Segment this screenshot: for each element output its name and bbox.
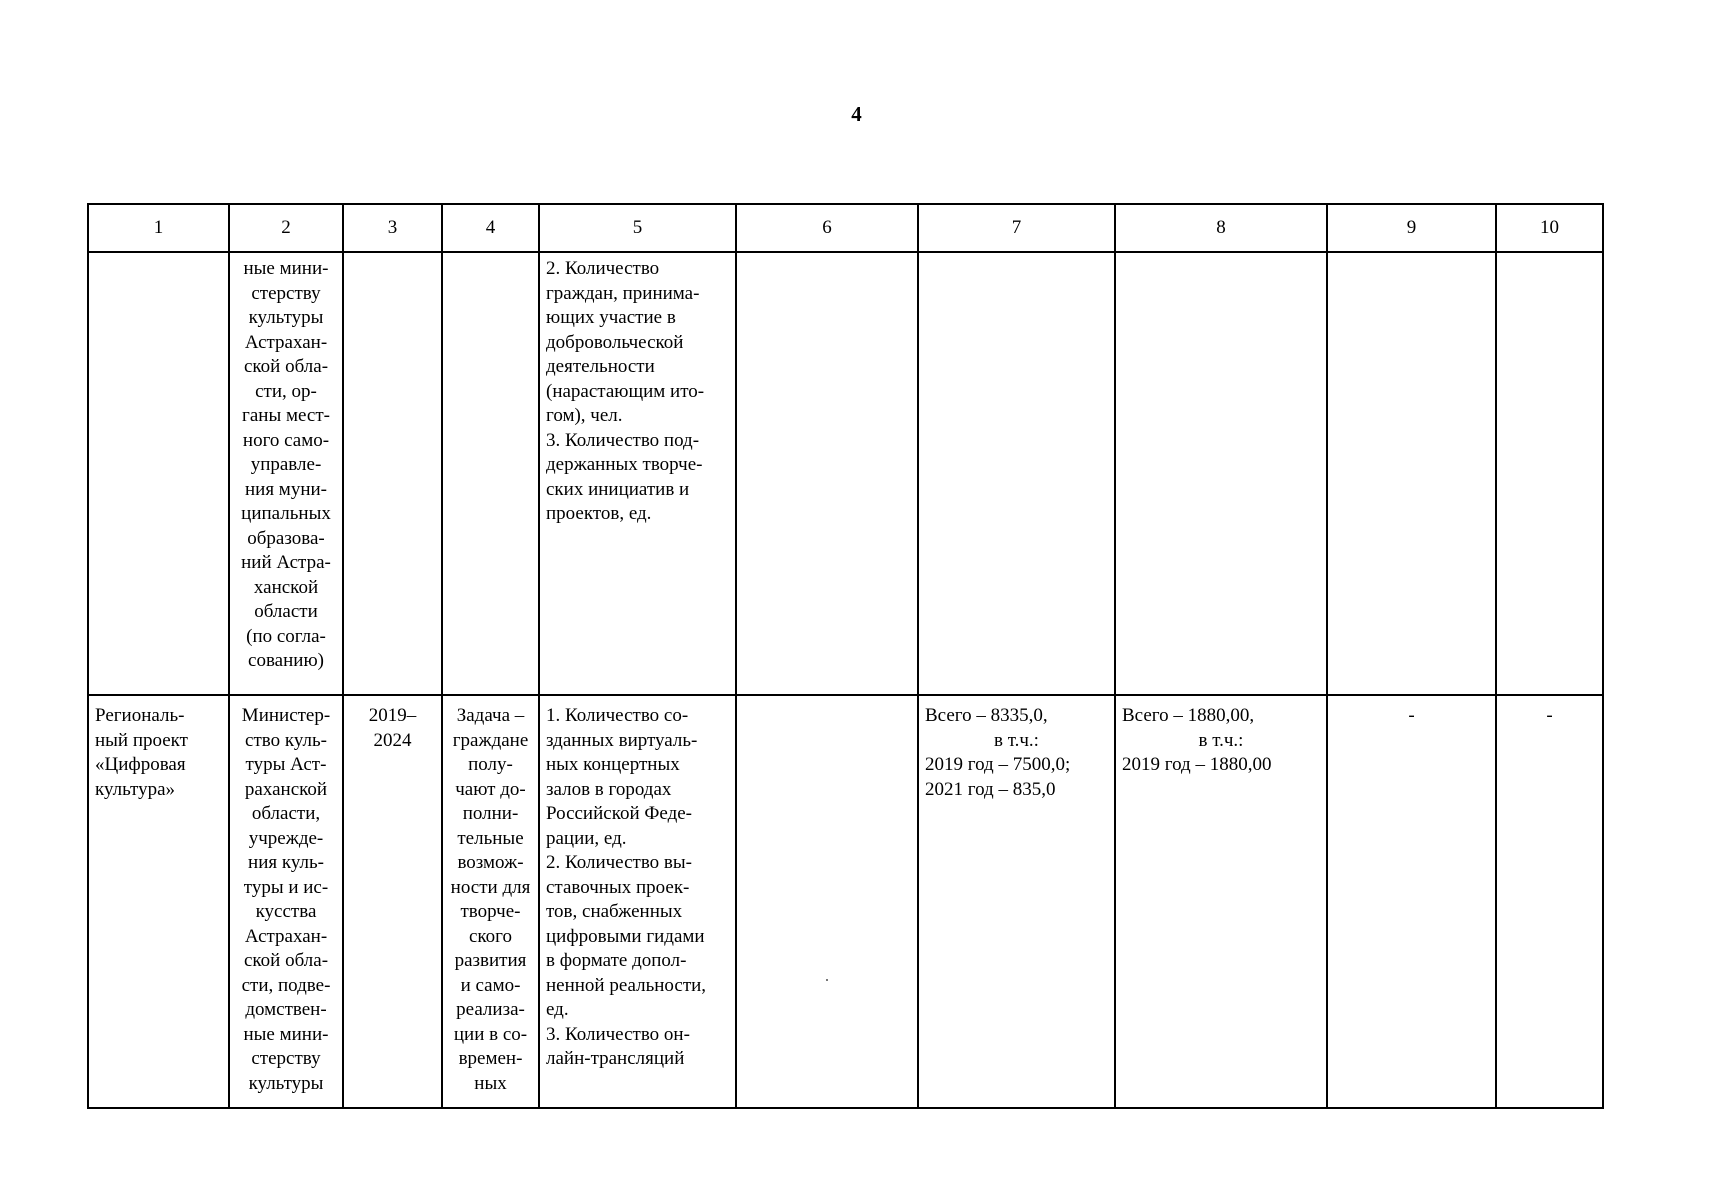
header-col-5: 5: [539, 204, 736, 252]
cell-period: 2019– 2024: [343, 695, 442, 1108]
cell-funding-regional: [1115, 695, 1327, 1108]
cell-indicators: 1. Количество со- зданных виртуаль- ных концертных залов в городах Российской Феде- рации, ед. 2. Количество вы- ставочных проек- тов, снабженных цифровыми гидами в формате допол- ненной реальности, ед. 3. Количество он- лайн-трансляций: [539, 695, 736, 1108]
cell-col8: [1115, 252, 1327, 695]
header-col-3: 3: [343, 204, 442, 252]
cell-task: [442, 252, 539, 695]
cell-project-name: Региональ- ный проект «Цифровая культура»: [88, 695, 229, 1108]
header-col-10: 10: [1496, 204, 1603, 252]
cell-funding-total: [918, 695, 1115, 1108]
funding-total-line: Всего – 8335,0,: [925, 705, 1048, 726]
programme-table: [87, 203, 1604, 1109]
header-col-2: 2: [229, 204, 343, 252]
page-number: 4: [851, 102, 862, 126]
scan-speck: [826, 979, 828, 981]
cell-col9-dash: -: [1327, 695, 1496, 1108]
cell-task: Задача – граждане полу- чают до- полни- тельные возмож- ности для творче- ского развития и само- реализа- ции в со- времен- ных: [442, 695, 539, 1108]
cell-col6: [736, 252, 918, 695]
header-row: [88, 204, 1603, 252]
cell-executors: Министер- ство куль- туры Аст- раханской области, учрежде- ния куль- туры и ис- кусства Астрахан- ской обла- сти, подве- домствен- ные мини- стерству культуры: [229, 695, 343, 1108]
cell-col9: [1327, 252, 1496, 695]
cell-project-name: [88, 252, 229, 695]
header-col-8: 8: [1115, 204, 1327, 252]
cell-period: [343, 252, 442, 695]
regional-total-line: Всего – 1880,00,: [1122, 705, 1255, 726]
funding-2021-line: 2021 год – 835,0: [925, 778, 1056, 800]
regional-incl-line: в т.ч.:: [1198, 729, 1244, 751]
header-col-1: 1: [88, 204, 229, 252]
cell-col7: [918, 252, 1115, 695]
funding-2019-line: 2019 год – 7500,0;: [925, 754, 1071, 775]
funding-incl-line: в т.ч.:: [994, 729, 1039, 751]
header-col-6: 6: [736, 204, 918, 252]
cell-indicators: 2. Количество граждан, принима- ющих участие в добровольческой деятельности (нарастающим ито- гом), чел. 3. Количество под- держанных творче- ских инициатив и проектов, ед.: [539, 252, 736, 695]
cell-col10-dash: -: [1496, 695, 1603, 1108]
table-row-digital-culture: [88, 695, 1603, 1108]
table-row-continuation: [88, 252, 1603, 695]
regional-2019-line: 2019 год – 1880,00: [1122, 754, 1272, 775]
header-col-7: 7: [918, 204, 1115, 252]
cell-col10: [1496, 252, 1603, 695]
cell-executors: ные мини- стерству культуры Астрахан- ской обла- сти, ор- ганы мест- ного само- управле- ния муни- ципальных образова- ний Астра- ханской области (по согла- сованию): [229, 252, 343, 695]
cell-col6: [736, 695, 918, 1108]
header-col-9: 9: [1327, 204, 1496, 252]
header-col-4: 4: [442, 204, 539, 252]
